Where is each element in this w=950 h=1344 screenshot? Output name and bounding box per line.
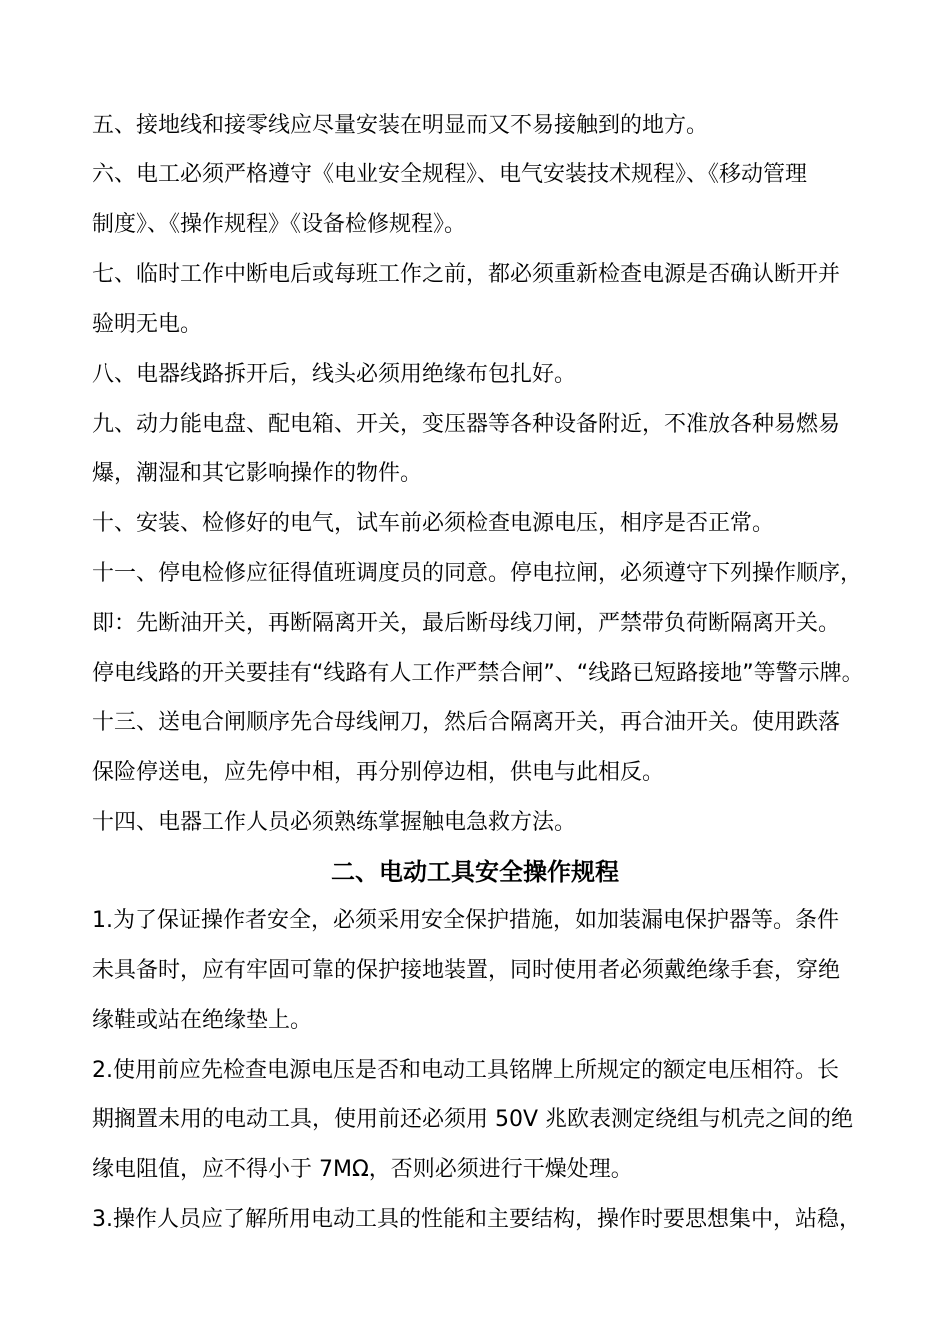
text-line: 保险停送电，应先停中相，再分别停边相，供电与此相反。 [92, 760, 665, 785]
text-line: 缘鞋或站在绝缘垫上。 [92, 1008, 313, 1033]
text-line: 九、动力能电盘、配电箱、开关，变压器等各种设备附近，不准放各种易燃易 [92, 412, 841, 437]
text-line: 六、电工必须严格遵守《电业安全规程》、电气安装技术规程》、《移动管理 [92, 162, 808, 187]
text-line: 1.为了保证操作者安全，必须采用安全保护措施，如加装漏电保护器等。条件 [92, 908, 839, 933]
text-line: 验明无电。 [92, 312, 203, 337]
section-heading: 二、电动工具安全操作规程 [331, 858, 619, 886]
text-line: 八、电器线路拆开后，线头必须用绝缘布包扎好。 [92, 362, 577, 387]
text-line: 十一、停电检修应征得值班调度员的同意。停电拉闸，必须遵守下列操作顺序， [92, 561, 863, 586]
text-line: 期搁置未用的电动工具，使用前还必须用 50V 兆欧表测定绕组与机壳之间的绝 [92, 1107, 854, 1132]
text-line: 十三、送电合闸顺序先合母线闸刀，然后合隔离开关，再合油开关。使用跌落 [92, 710, 841, 735]
text-line: 爆，潮湿和其它影响操作的物件。 [92, 461, 423, 486]
text-line: 缘电阻值，应不得小于 7MΩ，否则必须进行干燥处理。 [92, 1157, 633, 1182]
text-line: 十四、电器工作人员必须熟练掌握触电急救方法。 [92, 810, 577, 835]
text-line: 未具备时，应有牢固可靠的保护接地装置，同时使用者必须戴绝缘手套，穿绝 [92, 958, 841, 983]
text-line: 五、接地线和接零线应尽量安装在明显而又不易接触到的地方。 [92, 113, 709, 138]
text-line: 2.使用前应先检查电源电压是否和电动工具铭牌上所规定的额定电压相符。长 [92, 1058, 839, 1083]
text-line: 制度》、《操作规程》《设备检修规程》。 [92, 212, 467, 237]
text-line: 即：先断油开关，再断隔离开关，最后断母线刀闸，严禁带负荷断隔离开关。 [92, 611, 841, 636]
text-line: 停电线路的开关要挂有“线路有人工作严禁合闸”、“线路已短路接地”等警示牌。 [92, 661, 864, 686]
text-line: 十、安装、检修好的电气，试车前必须检查电源电压，相序是否正常。 [92, 511, 775, 536]
text-line: 3.操作人员应了解所用电动工具的性能和主要结构，操作时要思想集中，站稳， [92, 1207, 861, 1232]
text-line: 七、临时工作中断电后或每班工作之前，都必须重新检查电源是否确认断开并 [92, 262, 841, 287]
